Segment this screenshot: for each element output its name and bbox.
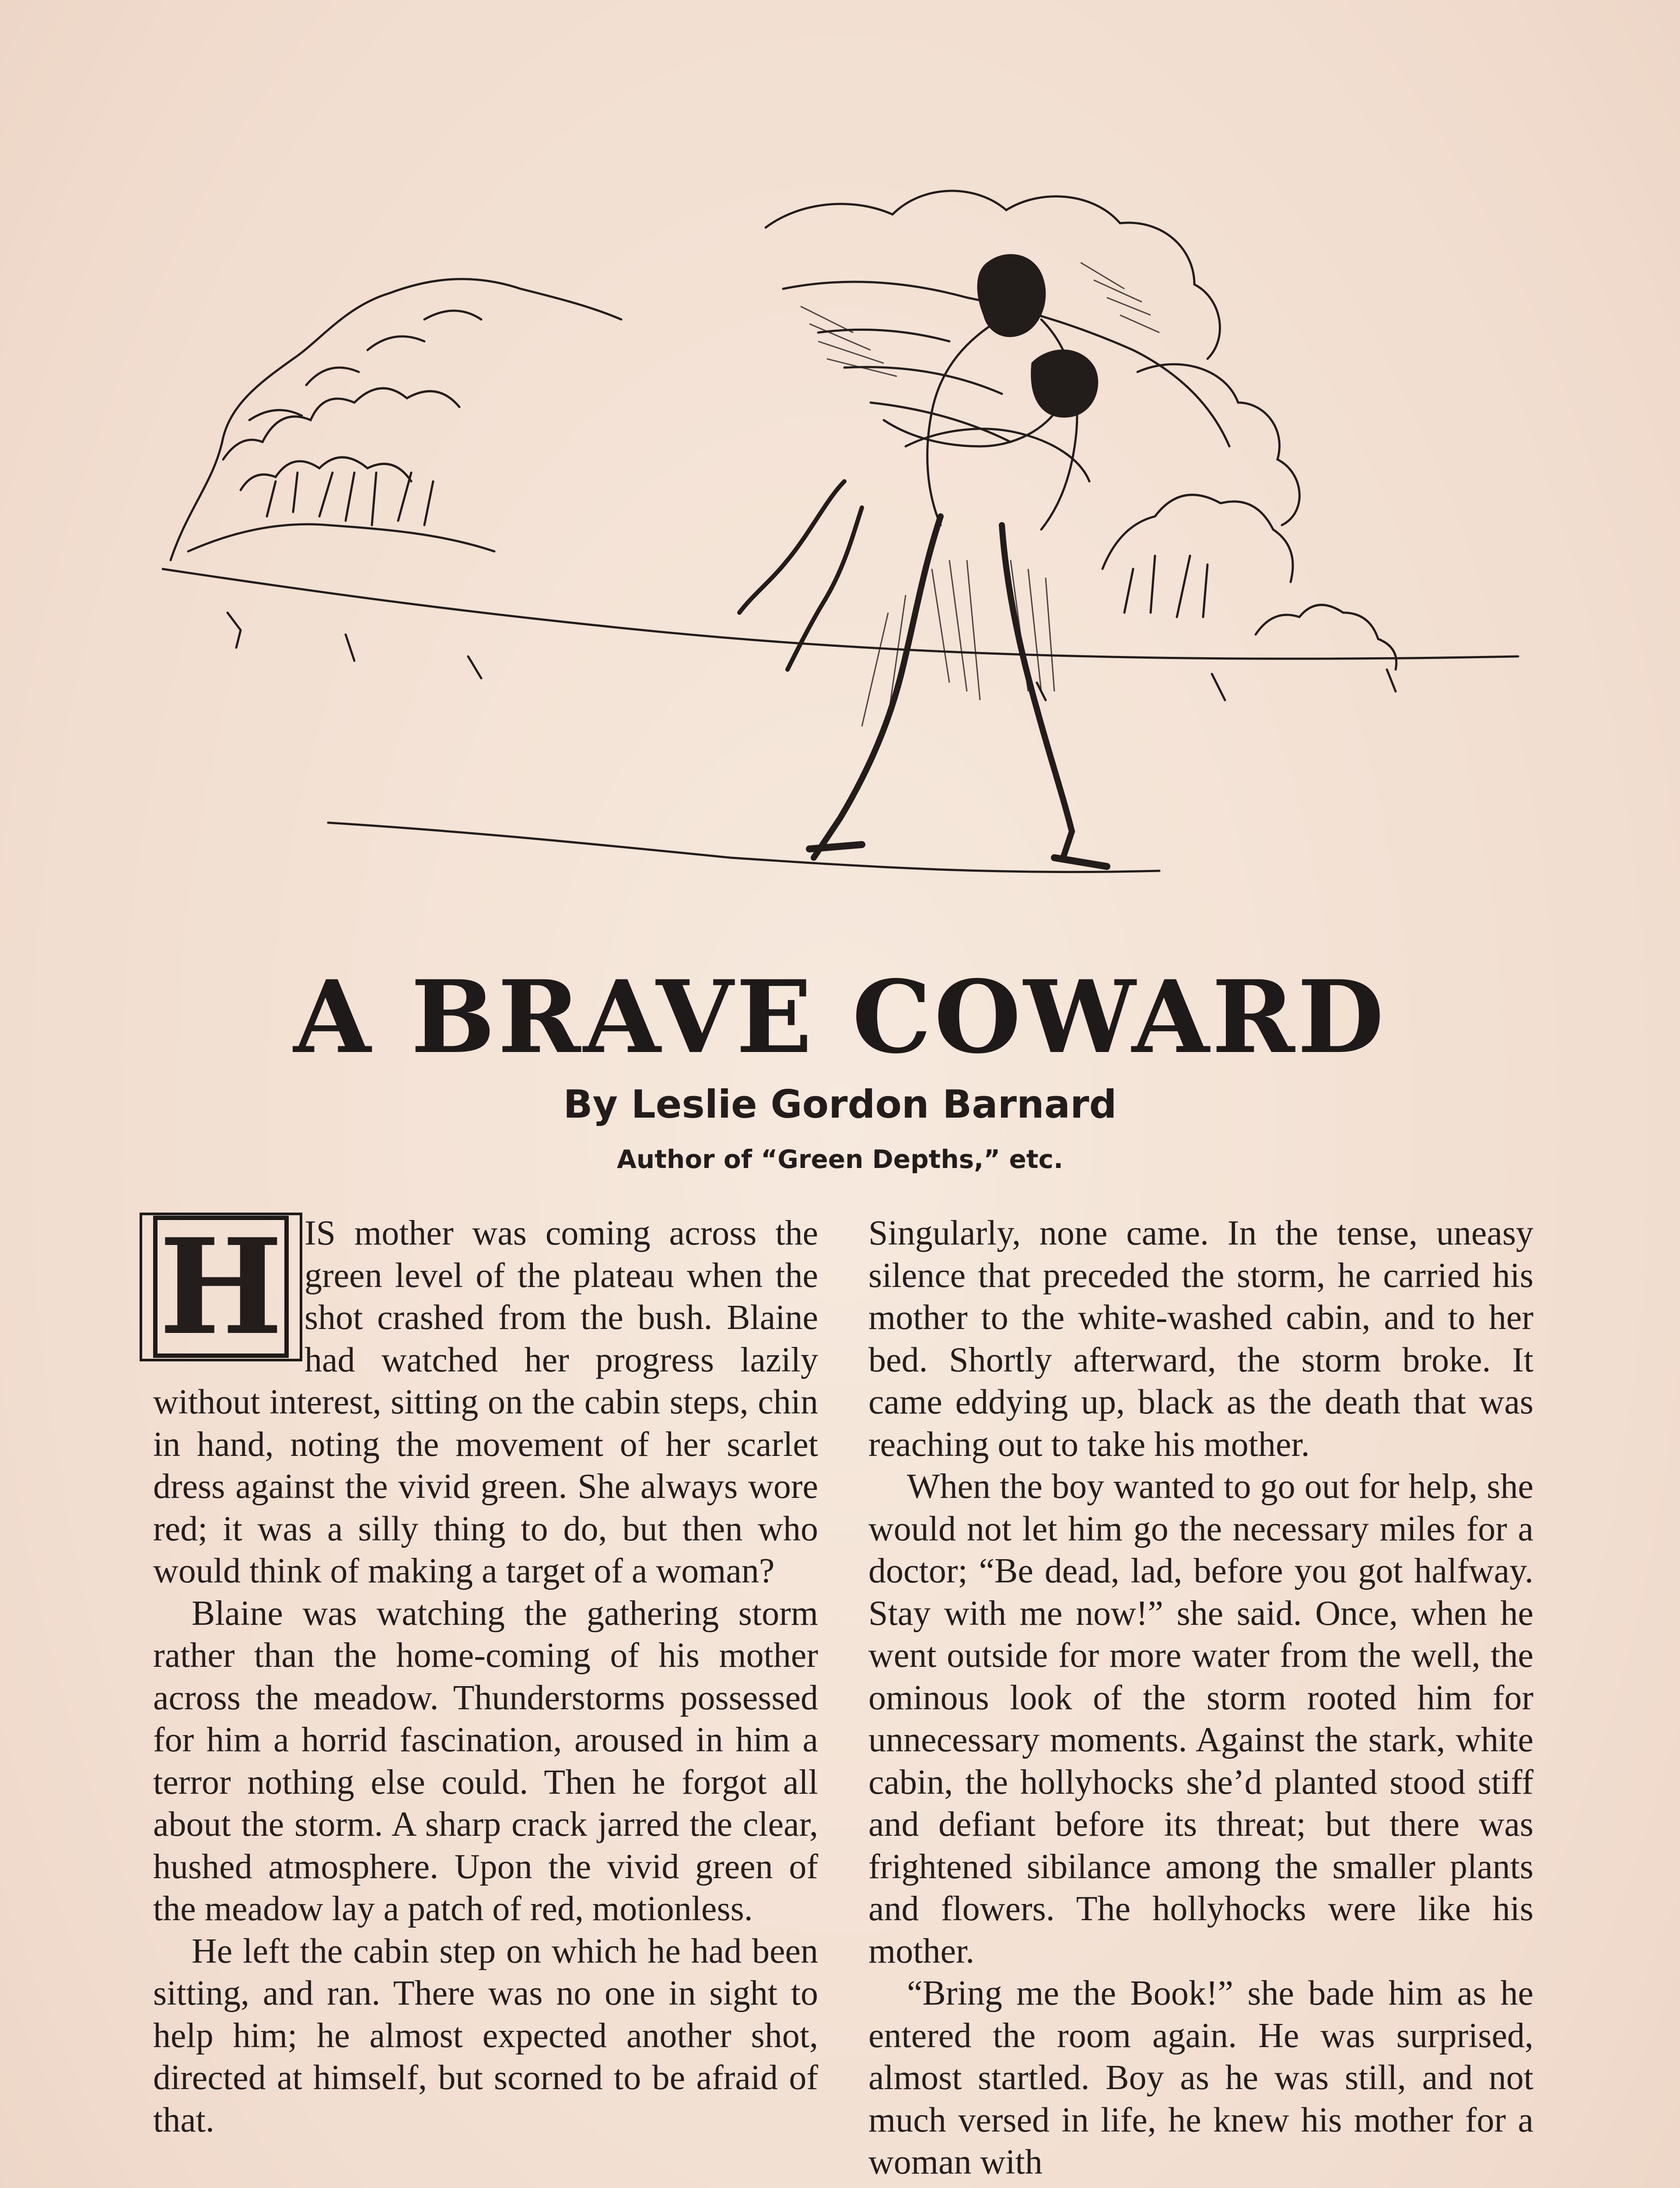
paragraph: Singularly, none came. In the tense, uneasy silence that preceded the storm, he carried his mother to the white-washed cabin, and to her bed. Shortly afterward, the storm broke. It came eddying up, black as the death that was reaching out to take his mother. <box>868 1214 1533 1464</box>
paragraph: Blaine was watching the gathering storm rather than the home-coming of his mother across the meadow. Thunderstorms possessed for him a horrid fascination, aroused in him a terror nothing else could. Then he forgot all about the storm. A sharp crack jarred the clear, hushed atmosphere. Upon the vivid green of the meadow lay a patch of red, motionless. <box>153 1594 818 1928</box>
text-column-right <box>868 1212 1533 2184</box>
man-carrying-woman-illustration <box>162 175 1540 919</box>
paragraph: “Bring me the Book!” she bade him as he entered the room again. He was surprised, almost startled. Boy as he was still, and not much versed in life, he knew his mother for a woman with <box>868 1974 1533 2181</box>
text-column-left <box>153 1209 818 2141</box>
story-title: A BRAVE COWARD <box>293 958 1387 1076</box>
paragraph: He left the cabin step on which he had been sitting, and ran. There was no one in sight to help him; he almost expected another shot, directed at himself, but scorned to be afraid of that. <box>153 1932 818 2139</box>
author-credit: Author of “Green Depths,” etc. <box>617 1144 1063 1174</box>
drop-cap: H <box>153 1216 289 1358</box>
paragraph: When the boy wanted to go out for help, she would not let him go the necessary miles for a doctor; “Be dead, lad, before you got halfway. Stay with me now!” she said. Once, when he went outside for more water from the well, the ominous look of the storm rooted him for unnecessary moments. Against the stark, white cabin, the hollyhocks she’d planted stood stiff and defiant before its threat; but there was frightened sibilance among the smaller plants and flowers. The hollyhocks were like his mother. <box>868 1467 1533 1971</box>
paragraph: H IS mother was coming across the green level of the plateau when the shot crashed from the bush. Blaine had watched her progress lazily without interest, sitting on the cabin steps, chin in hand, noting the movement of her scarlet dress against the vivid green. She always wore red; it was a silly thing to do, but then who would think of making a target of a woman? <box>153 1212 818 1592</box>
story-byline: By Leslie Gordon Barnard <box>563 1082 1117 1127</box>
story-illustration <box>162 175 1540 919</box>
